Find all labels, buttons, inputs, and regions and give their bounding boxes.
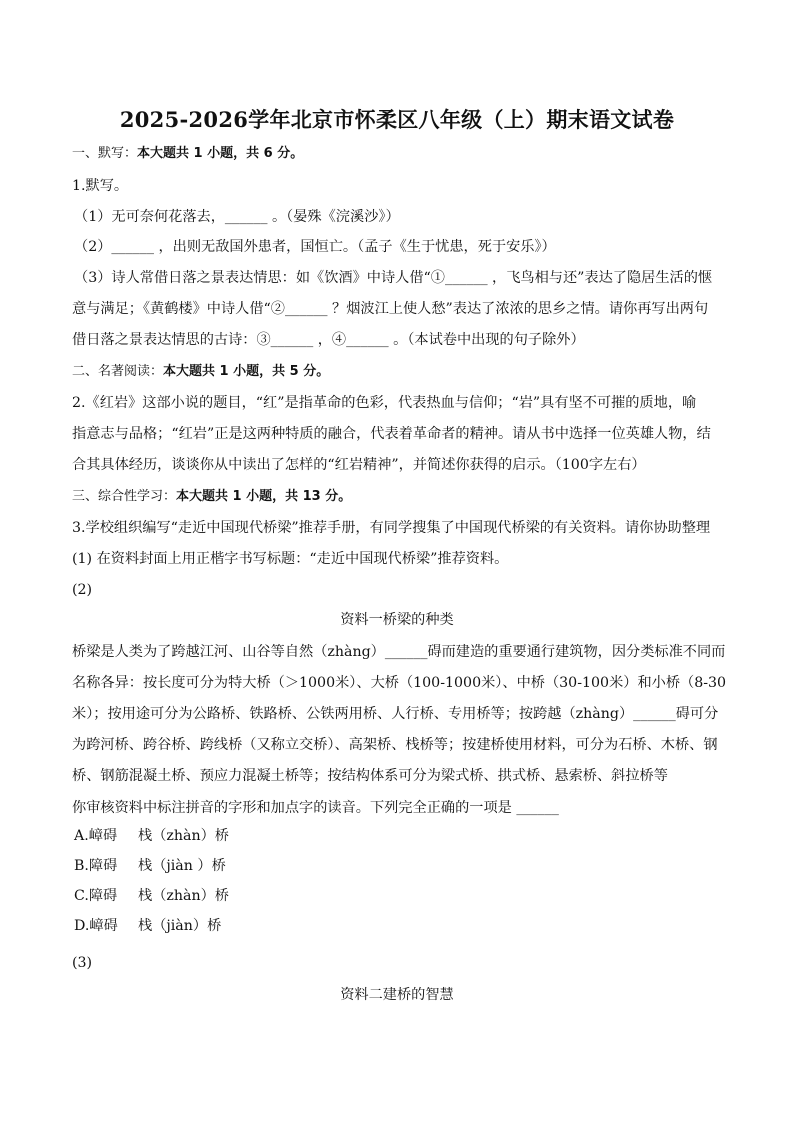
material-title: 资料一桥梁的种类 <box>340 612 454 628</box>
section-heading-3 <box>72 487 351 507</box>
option-b <box>74 856 226 876</box>
question-line: 合其具体经历，谈谈你从中读出了怎样的“红岩精神”，并简述你获得的启示。（100字左右） <box>72 457 646 473</box>
option-key: B.障碍 <box>74 858 118 874</box>
option-a <box>74 826 229 846</box>
option-key: D.嶂碍 <box>74 918 118 934</box>
section-name: 三、综合性学习： <box>72 489 177 504</box>
sub-question-number: (2) <box>72 582 93 598</box>
material-paragraph-line: 米）；按用途可分为公路桥、铁路桥、公铁两用桥、人行桥、专用桥等；按跨越（zhàng）______碍可分 <box>72 706 719 722</box>
section-desc: 本大题共 1 小题，共 5 分。 <box>163 364 330 379</box>
question-line: 3.学校组织编写“走近中国现代桥梁”推荐手册，有同学搜集了中国现代桥梁的有关资料。请你协助整理 <box>72 520 711 536</box>
option-value: 栈（jiàn ）桥 <box>138 858 226 874</box>
option-key: A.嶂碍 <box>74 828 118 844</box>
question-line: 借日落之景表达情思的古诗：③______ ，④______ 。（本试卷中出现的句子除外） <box>72 332 585 348</box>
question-stem: 1.默写。 <box>72 178 129 194</box>
question-prompt: 你审核资料中标注拼音的字形和加点字的读音。下列完全正确的一项是 ______ <box>72 800 559 816</box>
section-name: 一、默写： <box>72 146 138 161</box>
section-desc: 本大题共 1 小题，共 6 分。 <box>137 146 304 161</box>
page-title: 2025-2026学年北京市怀柔区八年级（上）期末语文试卷 <box>119 107 675 132</box>
material-paragraph-line: 名称各异：按长度可分为特大桥（＞1000米）、大桥（100-1000米）、中桥（30-100米）和小桥（8-30 <box>72 675 727 691</box>
option-value: 栈（zhàn）桥 <box>138 828 229 844</box>
option-key: C.障碍 <box>74 888 118 904</box>
question-line: （1）无可奈何花落去，______ 。（晏殊《浣溪沙》） <box>74 209 400 225</box>
question-line: 意与满足；《黄鹤楼》中诗人借“②______ ？烟波江上使人愁”表达了浓浓的思乡之情。请你再写出两句 <box>72 301 709 317</box>
option-value: 栈（jiàn）桥 <box>138 918 222 934</box>
option-value: 栈（zhàn）桥 <box>138 888 229 904</box>
material-title: 资料二建桥的智慧 <box>340 987 454 1003</box>
section-heading-2 <box>72 362 329 382</box>
option-d <box>74 916 221 936</box>
question-line: (1) 在资料封面上用正楷字书写标题：“走近中国现代桥梁”推荐资料。 <box>72 551 509 567</box>
question-line: （2）______ ，出则无敌国外患者，国恒亡。（孟子《生于忧患，死于安乐》） <box>74 239 556 255</box>
question-line: （3）诗人常借日落之景表达情思：如《饮酒》中诗人借“①______ ，飞鸟相与还”表达了隐居生活的惬 <box>74 270 713 286</box>
section-name: 二、名著阅读： <box>72 364 164 379</box>
sub-question-number: (3) <box>72 955 93 971</box>
question-line: 2.《红岩》这部小说的题目，“红”是指革命的色彩，代表热血与信仰；“岩”具有坚不可摧的质地，喻 <box>72 395 697 411</box>
material-paragraph-line: 桥、钢筋混凝土桥、预应力混凝土桥等；按结构体系可分为梁式桥、拱式桥、悬索桥、斜拉桥等 <box>72 768 668 784</box>
question-line: 指意志与品格；“红岩”正是这两种特质的融合，代表着革命者的精神。请从书中选择一位英雄人物，结 <box>72 426 711 442</box>
section-desc: 本大题共 1 小题，共 13 分。 <box>176 489 352 504</box>
option-c <box>74 886 229 906</box>
material-paragraph-line: 为跨河桥、跨谷桥、跨线桥（又称立交桥）、高架桥、栈桥等；按建桥使用材料，可分为石桥、木桥、钢 <box>72 737 718 753</box>
material-paragraph-line: 桥梁是人类为了跨越江河、山谷等自然（zhàng）______碍而建造的重要通行建筑物，因分类标准不同而 <box>72 644 726 660</box>
section-heading-1 <box>72 144 303 164</box>
